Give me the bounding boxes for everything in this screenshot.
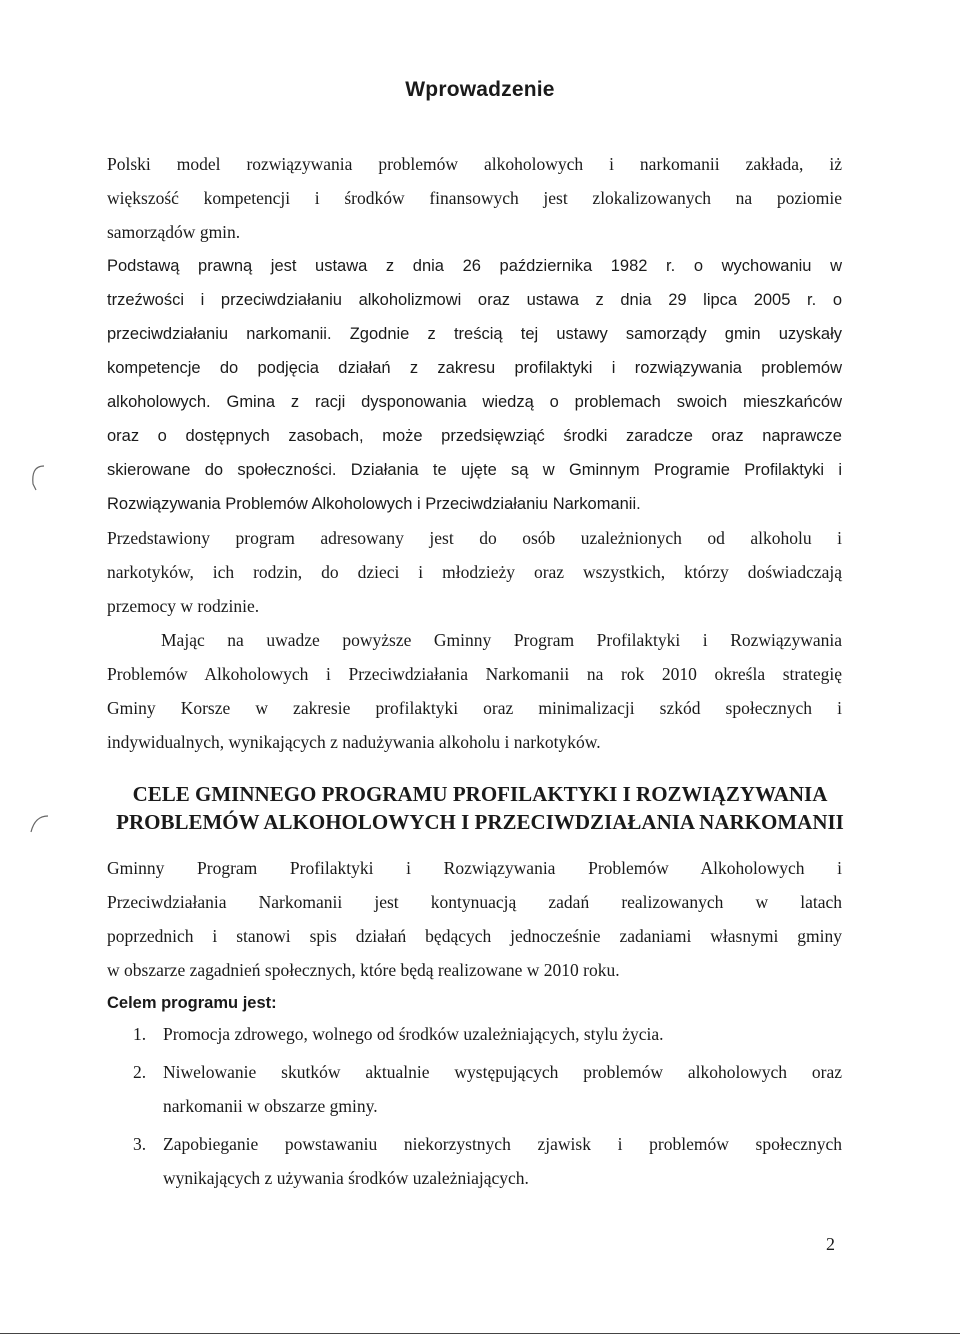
text-line: w obszarze zagadnień społecznych, które będą realizowane w 2010 roku. [107,960,620,980]
list-number: 1. [133,1024,147,1044]
text-line: Przeciwdziałania Narkomanii jest kontynuacją zadań realizowanych w latach [107,892,842,912]
text-line: Gminny Program Profilaktyki i Rozwiązywania Problemów Alkoholowych i [107,858,842,878]
text-line: Przedstawiony program adresowany jest do osób uzależnionych od alkoholu i [107,528,842,548]
text-line: wynikających z używania środków uzależniających. [163,1168,529,1188]
page-number: 2 [826,1234,835,1254]
text-line: Mając na uwadze powyższe Gminny Program Profilaktyki i Rozwiązywania [161,630,842,650]
text-line: narkotyków, ich rodzin, do dzieci i młodzieży oraz wszystkich, którzy doświadczają [107,562,842,582]
scan-artifact-mark [28,812,50,834]
text-line: alkoholowych. Gmina z racji dysponowania wiedzą o problemach swoich mieszkańców [107,393,842,411]
section-heading-line: PROBLEMÓW ALKOHOLOWYCH I PRZECIWDZIAŁANIA NARKOMANII [116,810,844,834]
text-line: Rozwiązywania Problemów Alkoholowych i Przeciwdziałaniu Narkomanii. [107,495,641,513]
intro-paragraph-3 [107,521,842,623]
goals-section [107,851,842,1199]
text-line: narkomanii w obszarze gminy. [163,1096,378,1116]
text-line: przemocy w rodzinie. [107,596,260,616]
text-line: Problemów Alkoholowych i Przeciwdziałania Narkomanii na rok 2010 określa strategię [107,664,842,684]
text-line: Gminy Korsze w zakresie profilaktyki oraz minimalizacji szkód społecznych i [107,698,842,718]
intro-paragraph-4 [107,623,842,759]
text-line: większość kompetencji i środków finansowych jest zlokalizowanych na poziomie [107,188,842,208]
list-item [107,1017,842,1051]
list-item [107,1055,842,1123]
goals-label: Celem programu jest: [107,994,277,1012]
text-line: Podstawą prawną jest ustawa z dnia 26 października 1982 r. o wychowaniu w [107,257,842,275]
text-line: oraz o dostępnych zasobach, może przedsięwziąć środki zaradcze oraz naprawcze [107,427,842,445]
intro-paragraph-2 [107,249,842,521]
goals-list [107,1017,842,1195]
text-line: samorządów gmin. [107,222,241,242]
intro-section [107,147,842,759]
list-number: 2. [133,1062,147,1082]
intro-paragraph-1 [107,147,842,249]
text-line: trzeźwości i przeciwdziałaniu alkoholizmowi oraz ustawa z dnia 29 lipca 2005 r. o [107,291,842,309]
page-title: Wprowadzenie [405,78,555,101]
text-line: Polski model rozwiązywania problemów alkoholowych i narkomanii zakłada, iż [107,154,842,174]
text-line: indywidualnych, wynikających z nadużywania alkoholu i narkotyków. [107,732,601,752]
text-line: Niwelowanie skutków aktualnie występujących problemów alkoholowych oraz [163,1062,842,1082]
list-item [107,1127,842,1195]
section-paragraph [107,851,842,987]
text-line: przeciwdziałaniu narkomanii. Zgodnie z treścią tej ustawy samorządy gmin uzyskały [107,325,842,343]
list-number: 3. [133,1134,147,1154]
text-line: skierowane do społeczności. Działania te ujęte są w Gminnym Programie Profilaktyki i [107,461,842,479]
section-heading [0,780,960,836]
text-line: Zapobieganie powstawaniu niekorzystnych zjawisk i problemów społecznych [163,1134,842,1154]
text-line: kompetencje do podjęcia działań z zakresu profilaktyki i rozwiązywania problemów [107,359,842,377]
section-heading-line: CELE GMINNEGO PROGRAMU PROFILAKTYKI I ROZWIĄZYWANIA [132,782,828,806]
scan-artifact-mark [28,462,48,492]
scan-bottom-edge [0,1333,960,1334]
text-line: Promocja zdrowego, wolnego od środków uzależniających, stylu życia. [163,1024,664,1044]
text-line: poprzednich i stanowi spis działań będących jednocześnie zadaniami własnymi gminy [107,926,842,946]
